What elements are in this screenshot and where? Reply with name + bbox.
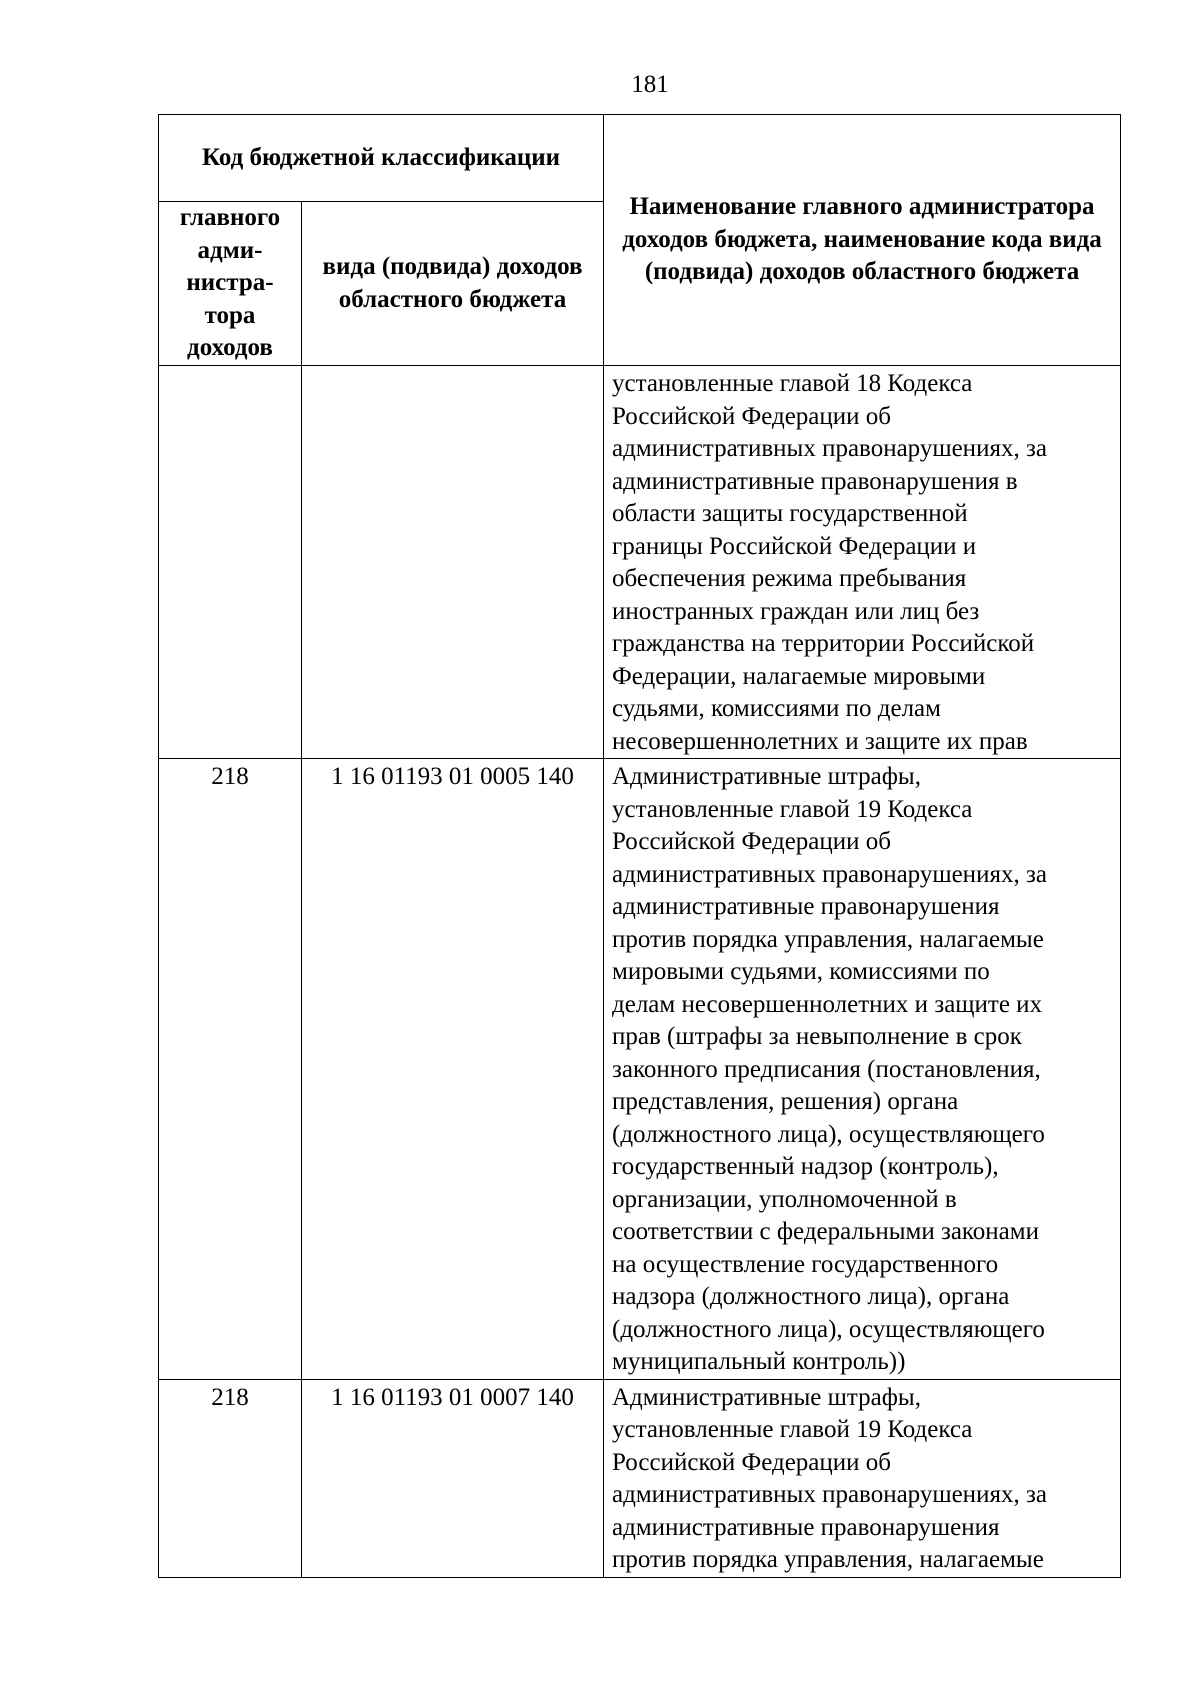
income-kind-code-cell: 1 16 01193 01 0007 140 — [302, 1379, 604, 1577]
header-chief-administrator: главного адми- нистра- тора доходов — [159, 202, 302, 366]
table-row — [159, 759, 1121, 1380]
budget-classification-table — [158, 114, 1121, 1578]
description-cell: Административные штрафы, установленные главой 19 Кодекса Российской Федерации об административных правонарушениях, за административные правонарушения против порядка управления, налагаемые мировыми судьями, комиссиями по делам несовершеннолетних и защите их прав (штрафы за невыполнение в срок законного предписания (постановления, представления, решения) органа (должностного лица), осуществляющего государственный надзор (контроль), организации, уполномоченной в соответствии с федеральными законами на осуществление государственного надзора (должностного лица), органа (должностного лица), осуществляющего муниципальный контроль)) — [604, 759, 1121, 1380]
table-row — [159, 366, 1121, 759]
admin-code-cell: 218 — [159, 759, 302, 1380]
description-cell: установленные главой 18 Кодекса Российской Федерации об административных правонарушениях, за административные правонарушения в области защиты государственной границы Российской Федерации и обеспечения режима пребывания иностранных граждан или лиц без гражданства на территории Российской Федерации, налагаемые мировыми судьями, комиссиями по делам несовершеннолетних и защите их прав — [604, 366, 1121, 759]
admin-code-cell — [159, 366, 302, 759]
table-row — [159, 1379, 1121, 1577]
admin-code-cell: 218 — [159, 1379, 302, 1577]
header-administrator-name: Наименование главного администратора доходов бюджета, наименование кода вида (подвида) доходов областного бюджета — [604, 115, 1121, 366]
table-header-row-1 — [159, 115, 1121, 202]
description-cell: Административные штрафы, установленные главой 19 Кодекса Российской Федерации об административных правонарушениях, за административные правонарушения против порядка управления, налагаемые — [604, 1379, 1121, 1577]
income-kind-code-cell — [302, 366, 604, 759]
header-budget-classification-code: Код бюджетной классификации — [159, 115, 604, 202]
income-kind-code-cell: 1 16 01193 01 0005 140 — [302, 759, 604, 1380]
page-number: 181 — [631, 71, 669, 98]
header-income-kind: вида (подвида) доходов областного бюджета — [302, 202, 604, 366]
